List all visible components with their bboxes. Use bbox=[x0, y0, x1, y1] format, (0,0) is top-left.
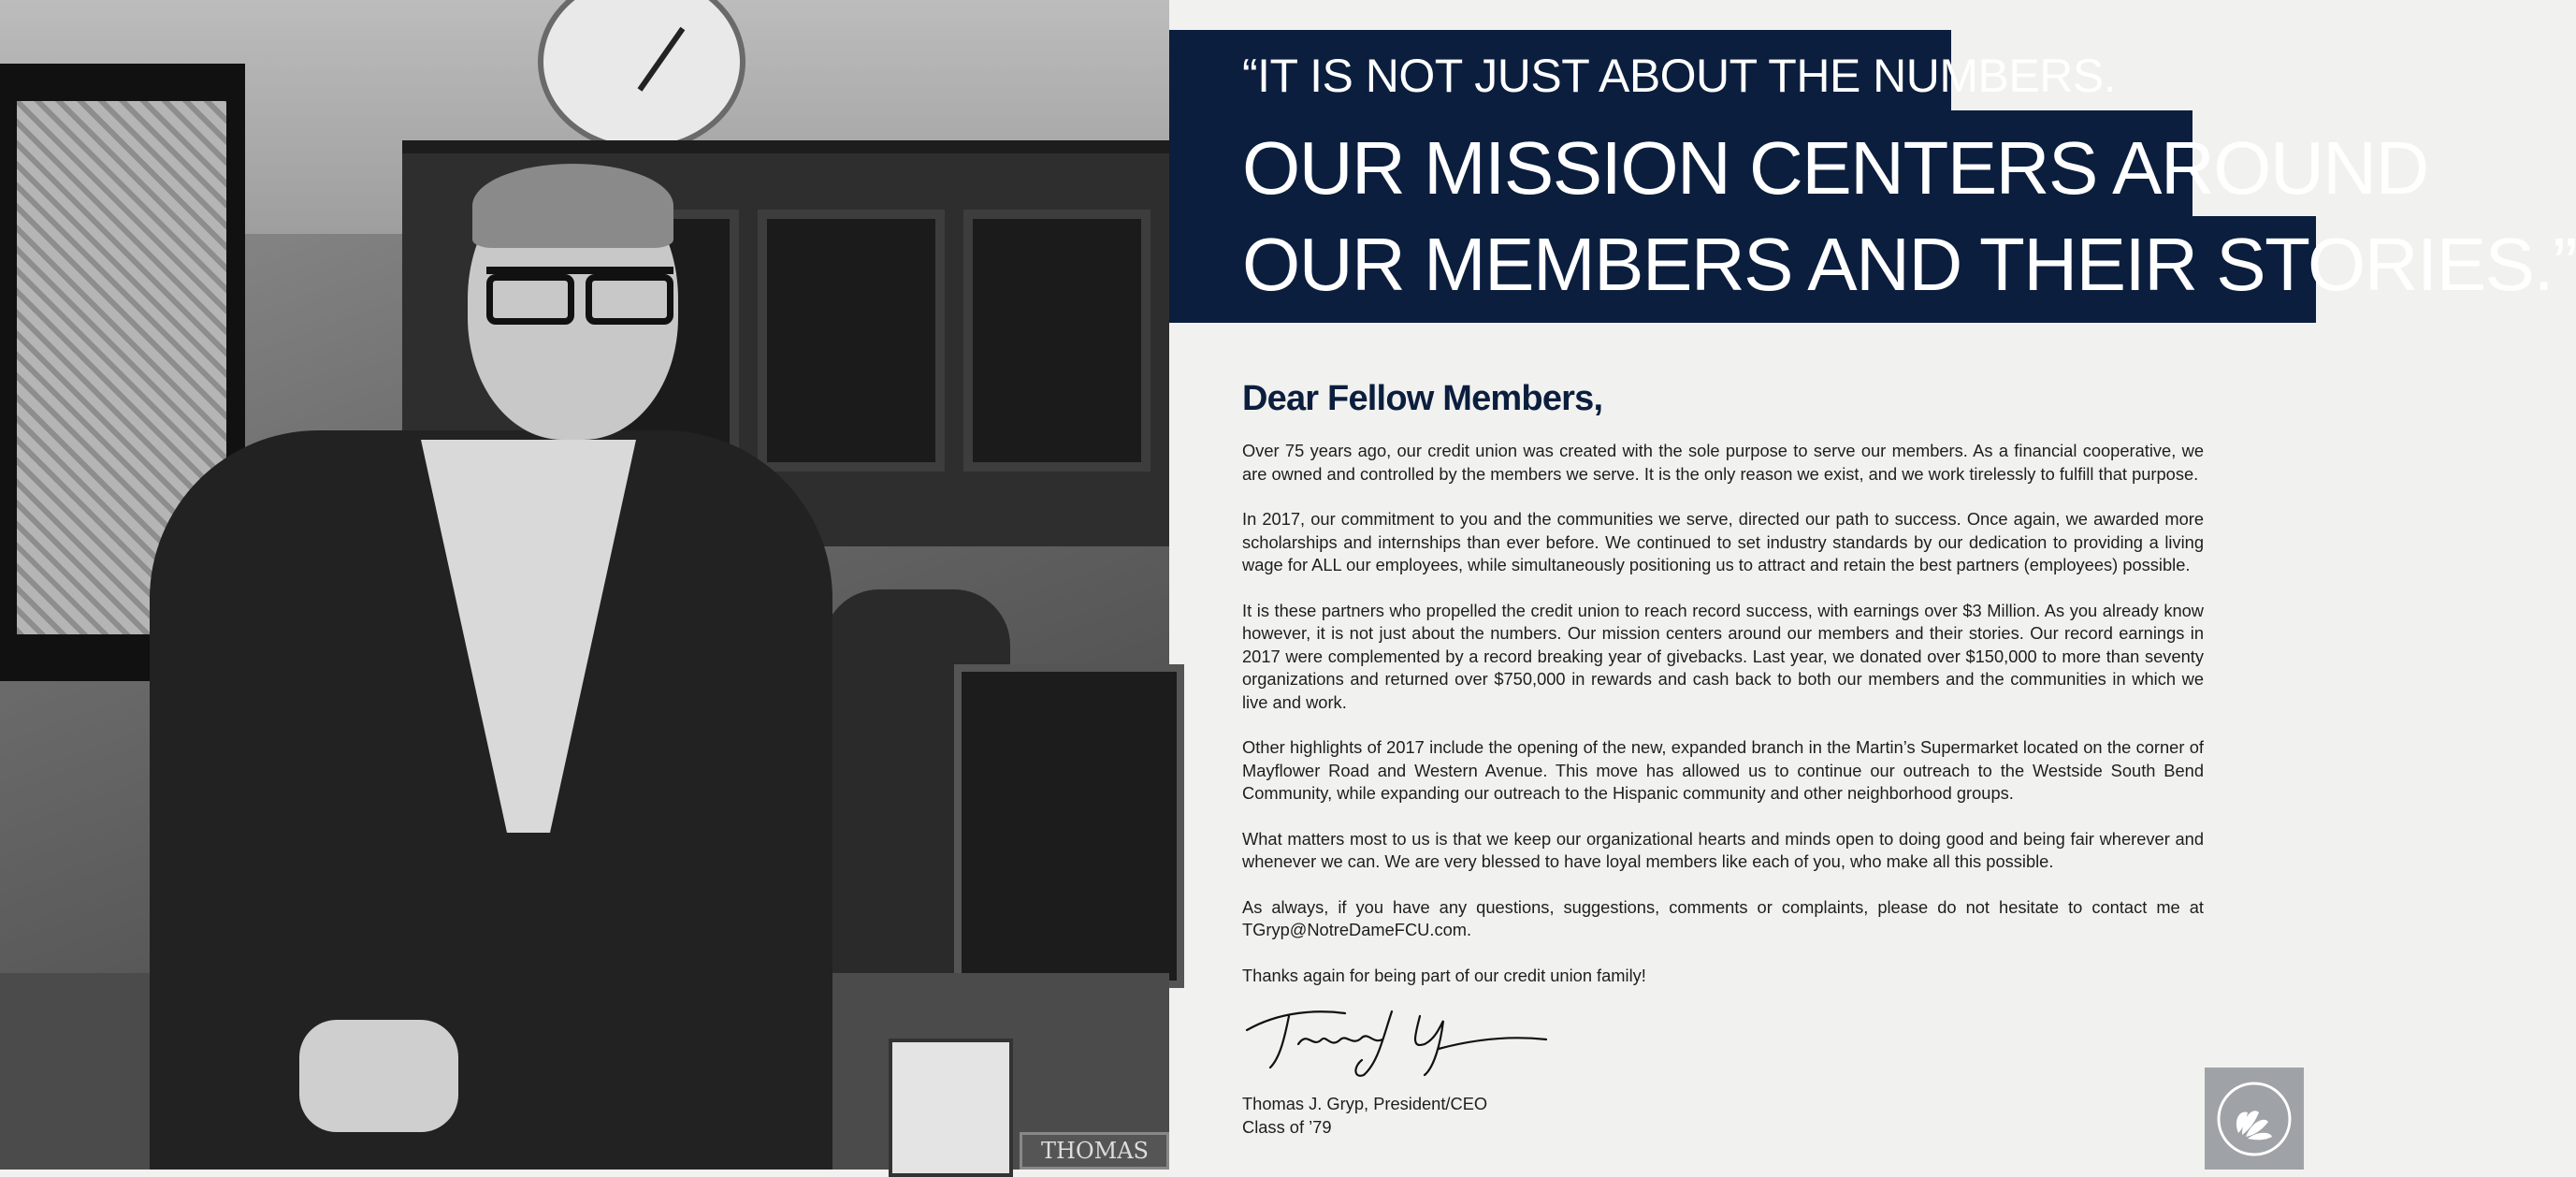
quote-line-3: OUR MEMBERS AND THEIR STORIES.” bbox=[1169, 216, 2316, 323]
letter-closing: Thanks again for being part of our credit union family! bbox=[1242, 965, 1646, 985]
letter-paragraph: In 2017, our commitment to you and the communities we serve, directed our path to success. Once again, we awarded more scholarships and internships than ever before. We continued to set industry standards by our dedication to providing a living wage for ALL our employees, while simultaneously positioning us to attract and retain the best partners (employees) possible. bbox=[1242, 509, 2204, 574]
signer-class: Class of ’79 bbox=[1242, 1116, 1332, 1137]
ceo-photo bbox=[0, 0, 1169, 1170]
ceo-glasses bbox=[486, 267, 673, 321]
computer-monitor bbox=[954, 664, 1184, 988]
quote-line-1: “IT IS NOT JUST ABOUT THE NUMBERS. bbox=[1169, 30, 1951, 110]
ceo-hair bbox=[472, 164, 673, 248]
ceo-letter bbox=[1242, 379, 2204, 1139]
ceo-hand bbox=[299, 1020, 458, 1132]
handwritten-signature bbox=[1242, 993, 1551, 1077]
signer-name: Thomas J. Gryp, President/CEO bbox=[1242, 1094, 1488, 1113]
leaf-logo-icon bbox=[2205, 1068, 2304, 1170]
quote-line-2: OUR MISSION CENTERS AROUND bbox=[1169, 110, 2192, 216]
letter-paragraph: It is these partners who propelled the credit union to reach record success, with earnings over $3 Million. As you already know however, it is not just about the numbers. Our mission centers around our members and their stories. Our record earnings in 2017 were complemented by a record breaking year of givebacks. Last year, we donated over $150,000 to more than seventy organizations and returned over $750,000 in rewards and cash back to both our members and the communities in which we live and work. bbox=[1242, 600, 2204, 712]
letter-paragraph: As always, if you have any questions, suggestions, comments or complaints, please do not hesitate to contact me at TGryp@NotreDameFCU.com. bbox=[1242, 896, 2204, 939]
letter-paragraph: What matters most to us is that we keep our organizational hearts and minds open to doing good and being fair wherever and whenever we can. We are very blessed to have loyal members like each of you, who make all this possible. bbox=[1242, 828, 2204, 871]
credit-union-logo-badge bbox=[2205, 1068, 2304, 1170]
letter-paragraph: Over 75 years ago, our credit union was created with the sole purpose to serve our members. As a financial cooperative, we are owned and controlled by the members we serve. It is the only reason we exist, and we work tirelessly to fulfill that purpose. bbox=[1242, 441, 2204, 484]
letter-paragraph: Other highlights of 2017 include the opening of the new, expanded branch in the Martin’s Supermarket located on the corner of Mayflower Road and Western Avenue. This move has allowed us to continue our outreach to the Westside South Bend Community, while expanding our outreach to the Hispanic community and other neighborhood groups. bbox=[1242, 737, 2204, 803]
desk-nameplate: THOMAS bbox=[1020, 1132, 1169, 1170]
letter-greeting: Dear Fellow Members, bbox=[1242, 379, 1603, 418]
desk-award bbox=[889, 1039, 1013, 1177]
